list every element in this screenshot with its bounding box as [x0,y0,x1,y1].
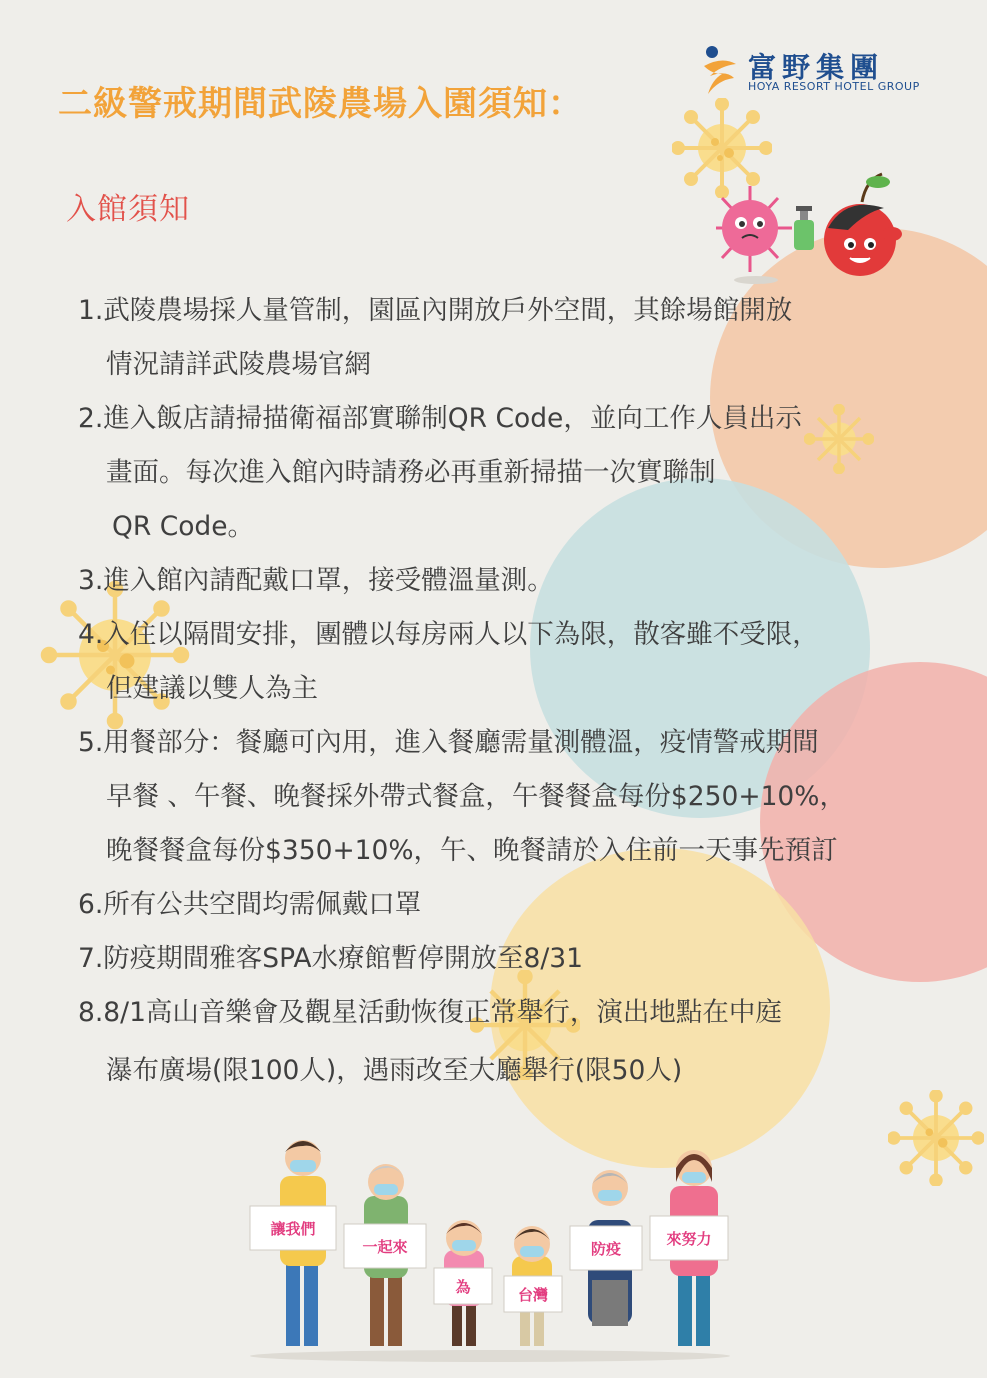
item-line: 瀑布廣場(限100人)，遇雨改至大廳舉行(限50人) [106,1055,683,1086]
item-line: 2.進入飯店請掃描衛福部實聯制QR Code，並向工作人員出示 [78,403,802,434]
sign-board [434,1268,492,1304]
family-masks-illustration [240,1130,760,1370]
hoya-logo-mark-icon [700,44,742,96]
item-line: 7.防疫期間雅客SPA水療館暫停開放至8/31 [78,943,584,974]
list-item [78,878,938,932]
item-line: QR Code。 [112,511,255,542]
list-item [78,392,938,554]
virus-icon [888,1090,984,1186]
list-item [78,284,938,392]
list-item [78,554,938,608]
item-line: 5.用餐部分：餐廳可內用，進入餐廳需量測體溫，疫情警戒期間 [78,727,819,758]
section-subtitle: 入館須知 [66,192,190,227]
sign-text: 防疫 [590,1240,622,1258]
sign-board [570,1226,642,1270]
list-item [78,716,938,878]
cherry-mascot-icon [824,174,902,276]
pink-virus-icon [716,186,792,272]
sign-board [504,1276,562,1312]
hoya-logo [700,42,940,98]
logo-name-en: HOYA RESORT HOTEL GROUP [748,80,920,93]
sign-board [650,1216,728,1260]
mascot-illustration [716,168,916,288]
sign-text: 來努力 [666,1230,712,1248]
list-item [78,932,938,986]
item-line: 1.武陵農場採人量管制，園區內開放戶外空間，其餘場館開放 [78,295,793,326]
list-item [78,986,938,1098]
item-line: 晚餐餐盒每份$350+10%，午、晚餐請於入住前一天事先預訂 [106,835,838,866]
sign-board [344,1224,426,1268]
item-line: 8.8/1高山音樂會及觀星活動恢復正常舉行，演出地點在中庭 [78,997,782,1028]
notice-list [78,284,938,1098]
item-line: 3.進入館內請配戴口罩，接受體溫量測。 [78,565,554,596]
sign-board [250,1206,336,1250]
sign-text: 一起來 [362,1238,408,1256]
item-line: 4.入住以隔間安排，團體以每房兩人以下為限，散客雖不受限， [78,619,819,650]
item-line: 畫面。每次進入館內時請務必再重新掃描一次實聯制 [106,457,716,488]
item-line: 6.所有公共空間均需佩戴口罩 [78,889,422,920]
logo-name-cn: 富野集團 [748,51,885,84]
sign-text: 讓我們 [270,1220,316,1238]
item-line: 情況請詳武陵農場官網 [106,349,371,380]
sign-text: 為 [455,1278,471,1296]
item-line: 但建議以雙人為主 [106,673,318,704]
page-title: 二級警戒期間武陵農場入園須知： [58,84,583,124]
item-line: 早餐 、午餐、晚餐採外帶式餐盒，午餐餐盒每份$250+10%， [106,781,846,812]
sanitizer-bottle-icon [794,206,814,250]
sign-text: 台灣 [517,1286,549,1304]
list-item [78,608,938,716]
